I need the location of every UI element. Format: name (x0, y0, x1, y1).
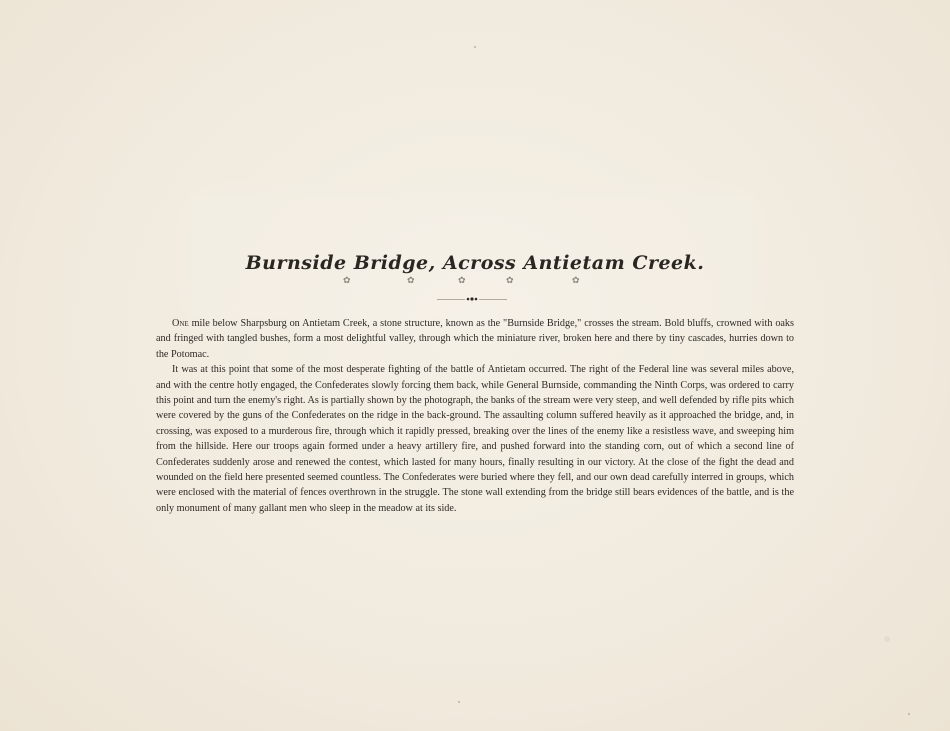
paper-speck (884, 636, 890, 642)
paper-speck (458, 701, 460, 703)
paper-speck (474, 46, 476, 48)
paragraph-lead-word: One (172, 318, 189, 329)
divider-rule-left (437, 299, 465, 300)
title-flourish-ornament: ✿ (458, 276, 465, 286)
paragraph-text: mile below Sharpsburg on Antietam Creek, a stone structure, known as the "Burnside Bridge," crosses the stream. Bold bluffs, crowned with oaks and fringed with tangled bushes, form a most delightful valley, through which the miniature river, broken here and there by tiny cascades, hurries down to the Potomac. (156, 318, 794, 360)
divider-rule-right (479, 299, 507, 300)
title-flourish-ornament: ✿ (407, 276, 414, 286)
title-flourish-ornament: ✿ (343, 276, 350, 286)
title-flourish-ornament: ✿ (506, 276, 513, 286)
title-flourish-ornament: ✿ (572, 276, 579, 286)
page-title: Burnside Bridge, Across Antietam Creek. (245, 252, 705, 274)
paragraph-battle (156, 362, 794, 516)
paragraph-intro (156, 316, 794, 362)
paper-speck (908, 713, 910, 715)
divider-ornament-icon (465, 294, 479, 304)
body-text (156, 316, 794, 516)
paragraph-text: It was at this point that some of the most desperate fighting of the battle of Antietam occurred. The right of the Federal line was several miles above, and with the centre hotly engaged, the Confederates slowly forcing them back, while General Burnside, commanding the Ninth Corps, was ordered to carry this point and turn the enemy's right. As is partially shown by the photograph, the banks of the stream were very steep, and well defended by rifle pits which were covered by the guns of the Confederates on the ridge in the back-ground. The assaulting column suffered heavily as it approached the bridge, and, in crossing, was exposed to a murderous fire, through which it rapidly pressed, breaking over the lines of the enemy like a resistless wave, and sweeping him from the hillside. Here our troops again formed under a heavy artillery fire, and pushed forward into the standing corn, out of which a second line of Confederates suddenly arose and renewed the contest, which lasted for many hours, finally resulting in our victory. At the close of the fight the dead and wounded on the field here presented seemed countless. The Confederates were buried where they fell, and our own dead carefully interred in groups, which were enclosed with the material of fences overthrown in the struggle. The stone wall extending from the bridge still bears evidences of the battle, and is the only monument of many gallant men who sleep in the meadow at its side. (156, 364, 794, 514)
